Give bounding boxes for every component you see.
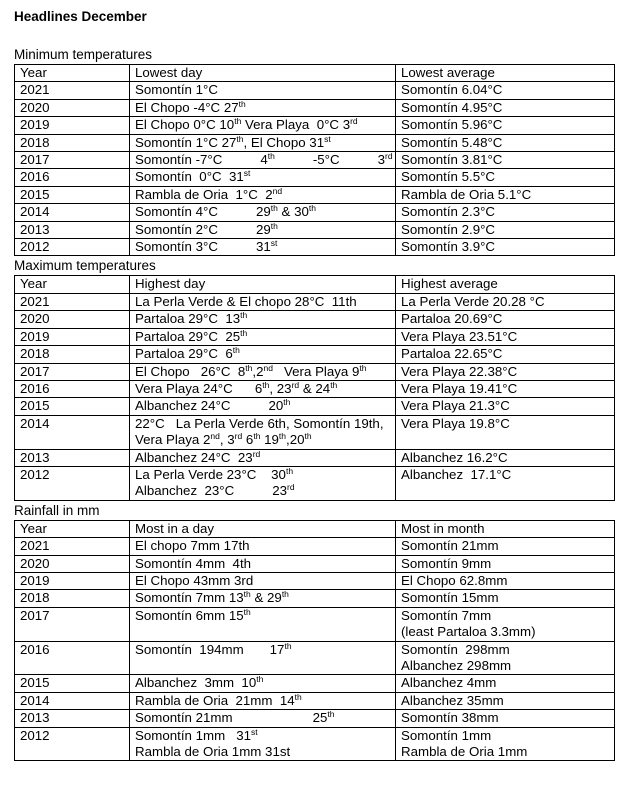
year-cell: 2013 <box>15 710 130 727</box>
table-row <box>15 169 615 186</box>
table-row <box>15 538 615 555</box>
year-cell: 2015 <box>15 675 130 692</box>
year-cell: 2019 <box>15 572 130 589</box>
day-cell: Albanchez 3mm 10th <box>130 675 396 692</box>
table-row <box>15 204 615 221</box>
month-cell: Somontín 21mm <box>396 538 615 555</box>
day-cell: El Chopo 43mm 3rd <box>130 572 396 589</box>
table-row <box>15 415 615 449</box>
avg-cell: Vera Playa 23.51°C <box>396 328 615 345</box>
avg-cell: La Perla Verde 20.28 °C <box>396 293 615 310</box>
cell-line: Albanchez 23°C 23rd <box>135 482 295 499</box>
table-row <box>15 398 615 415</box>
year-cell: 2017 <box>15 152 130 169</box>
year-cell: 2021 <box>15 538 130 555</box>
year-cell: 2015 <box>15 186 130 203</box>
table-row <box>15 311 615 328</box>
avg-cell: Partaloa 20.69°C <box>396 311 615 328</box>
day-cell: Rambla de Oria 1°C 2nd <box>130 186 396 203</box>
page-title: Headlines December <box>14 9 147 24</box>
year-cell: 2020 <box>15 311 130 328</box>
day-cell: Somontín 1°C <box>130 82 396 99</box>
table-row <box>15 590 615 607</box>
avg-cell: Somontín 4.95°C <box>396 99 615 116</box>
avg-cell: Somontín 5.48°C <box>396 134 615 151</box>
header-cell: Most in a day <box>130 520 396 537</box>
month-cell <box>396 607 615 641</box>
table-row <box>15 607 615 641</box>
year-cell: 2018 <box>15 590 130 607</box>
avg-cell: Somontín 3.81°C <box>396 152 615 169</box>
month-cell <box>396 727 615 761</box>
table-row <box>15 692 615 709</box>
avg-cell: Vera Playa 21.3°C <box>396 398 615 415</box>
table-row <box>15 186 615 203</box>
day-cell: Partaloa 29°C 6th <box>130 346 396 363</box>
year-cell: 2016 <box>15 169 130 186</box>
table-row <box>15 99 615 116</box>
year-cell: 2021 <box>15 293 130 310</box>
day-cell: Somontín 21mm 25th <box>130 710 396 727</box>
day-cell: Somontín 3°C 31st <box>130 239 396 256</box>
table-row <box>15 555 615 572</box>
day-cell: Somontín 4mm 4th <box>130 555 396 572</box>
avg-cell: Somontín 3.9°C <box>396 239 615 256</box>
day-cell: Rambla de Oria 21mm 14th <box>130 692 396 709</box>
header-cell: Highest average <box>396 276 615 293</box>
table-row <box>15 346 615 363</box>
day-cell: El chopo 7mm 17th <box>130 538 396 555</box>
table-row <box>15 641 615 675</box>
year-cell: 2013 <box>15 449 130 466</box>
table-row <box>15 293 615 310</box>
avg-cell: Albanchez 16.2°C <box>396 449 615 466</box>
header-cell: Year <box>15 520 130 537</box>
year-cell: 2012 <box>15 466 130 500</box>
day-cell: Albanchez 24°C 20th <box>130 398 396 415</box>
day-cell <box>130 727 396 761</box>
table-row <box>15 572 615 589</box>
day-cell: El Chopo -4°C 27th <box>130 99 396 116</box>
cell-line: Somontín 7mm <box>401 607 492 623</box>
year-cell: 2012 <box>15 727 130 761</box>
avg-cell: Rambla de Oria 5.1°C <box>396 186 615 203</box>
year-cell: 2018 <box>15 346 130 363</box>
max-temp-caption: Maximum temperatures <box>14 258 156 274</box>
table-row <box>15 221 615 238</box>
table-row <box>15 239 615 256</box>
year-cell: 2020 <box>15 555 130 572</box>
month-cell <box>396 641 615 675</box>
month-cell: Albanchez 35mm <box>396 692 615 709</box>
year-cell: 2021 <box>15 82 130 99</box>
day-cell: Somontín 194mm 17th <box>130 641 396 675</box>
table-row <box>15 675 615 692</box>
header-cell: Lowest average <box>396 65 615 82</box>
table-row <box>15 466 615 500</box>
day-cell <box>130 415 396 449</box>
cell-line: Rambla de Oria 1mm <box>401 743 528 759</box>
year-cell: 2015 <box>15 398 130 415</box>
avg-cell: Albanchez 17.1°C <box>396 466 615 500</box>
year-cell: 2012 <box>15 239 130 256</box>
month-cell: Somontín 9mm <box>396 555 615 572</box>
table-row <box>15 710 615 727</box>
header-cell: Highest day <box>130 276 396 293</box>
day-cell: Somontín 1°C 27th, El Chopo 31st <box>130 134 396 151</box>
month-cell: El Chopo 62.8mm <box>396 572 615 589</box>
table-row <box>15 134 615 151</box>
day-cell: Somontín 6mm 15th <box>130 607 396 641</box>
table-header-row <box>15 276 615 293</box>
year-cell: 2019 <box>15 117 130 134</box>
day-cell: El Chopo 0°C 10th Vera Playa 0°C 3rd <box>130 117 396 134</box>
avg-cell: Somontín 5.5°C <box>396 169 615 186</box>
header-cell: Year <box>15 65 130 82</box>
table-row <box>15 117 615 134</box>
table-header-row <box>15 65 615 82</box>
day-cell: Partaloa 29°C 25th <box>130 328 396 345</box>
day-cell: Somontín 2°C 29th <box>130 221 396 238</box>
day-cell: Somontín 0°C 31st <box>130 169 396 186</box>
table-row <box>15 328 615 345</box>
year-cell: 2019 <box>15 328 130 345</box>
header-cell: Most in month <box>396 520 615 537</box>
cell-line: Vera Playa 2nd, 3rd 6th 19th,20th <box>135 431 312 448</box>
table-header-row <box>15 520 615 537</box>
year-cell: 2018 <box>15 134 130 151</box>
cell-line: La Perla Verde 23°C 30th <box>135 466 294 482</box>
day-cell: Partaloa 29°C 13th <box>130 311 396 328</box>
header-cell: Lowest day <box>130 65 396 82</box>
year-cell: 2017 <box>15 363 130 380</box>
avg-cell: Vera Playa 19.8°C <box>396 415 615 449</box>
table-row <box>15 152 615 169</box>
month-cell: Somontín 38mm <box>396 710 615 727</box>
year-cell: 2017 <box>15 607 130 641</box>
cell-line: Somontín 298mm <box>401 641 510 657</box>
year-cell: 2016 <box>15 380 130 397</box>
avg-cell: Somontín 6.04°C <box>396 82 615 99</box>
year-cell: 2013 <box>15 221 130 238</box>
cell-line: (least Partaloa 3.3mm) <box>401 624 536 640</box>
month-cell: Somontín 15mm <box>396 590 615 607</box>
year-cell: 2020 <box>15 99 130 116</box>
day-cell: Albanchez 24°C 23rd <box>130 449 396 466</box>
rainfall-table <box>14 520 615 762</box>
min-temp-caption: Minimum temperatures <box>14 47 153 62</box>
day-cell: Somontín 7mm 13th & 29th <box>130 590 396 607</box>
day-cell: Somontín -7°C 4th -5°C 3rd <box>130 152 396 169</box>
cell-line: Somontín 1mm 31st <box>135 727 258 743</box>
day-cell: El Chopo 26°C 8th,2nd Vera Playa 9th <box>130 363 396 380</box>
max-temp-table <box>14 275 615 500</box>
table-row <box>15 363 615 380</box>
table-row <box>15 449 615 466</box>
rainfall-caption: Rainfall in mm <box>14 502 100 518</box>
day-cell: Somontín 4°C 29th & 30th <box>130 204 396 221</box>
day-cell <box>130 466 396 500</box>
table-row <box>15 82 615 99</box>
document-page <box>14 8 614 761</box>
avg-cell: Somontín 2.3°C <box>396 204 615 221</box>
year-cell: 2014 <box>15 415 130 449</box>
year-cell: 2016 <box>15 641 130 675</box>
table-row <box>15 727 615 761</box>
avg-cell: Vera Playa 22.38°C <box>396 363 615 380</box>
avg-cell: Somontín 2.9°C <box>396 221 615 238</box>
min-temp-table <box>14 64 615 256</box>
table-row <box>15 380 615 397</box>
avg-cell: Vera Playa 19.41°C <box>396 380 615 397</box>
cell-line: Somontín 1mm <box>401 727 492 743</box>
cell-line: Rambla de Oria 1mm 31st <box>135 743 291 759</box>
month-cell: Albanchez 4mm <box>396 675 615 692</box>
day-cell: Vera Playa 24°C 6th, 23rd & 24th <box>130 380 396 397</box>
avg-cell: Partaloa 22.65°C <box>396 346 615 363</box>
avg-cell: Somontín 5.96°C <box>396 117 615 134</box>
cell-line: Albanchez 298mm <box>401 657 512 673</box>
day-cell: La Perla Verde & El chopo 28°C 11th <box>130 293 396 310</box>
year-cell: 2014 <box>15 692 130 709</box>
cell-line: 22°C La Perla Verde 6th, Somontín 19th, <box>135 415 384 431</box>
year-cell: 2014 <box>15 204 130 221</box>
header-cell: Year <box>15 276 130 293</box>
